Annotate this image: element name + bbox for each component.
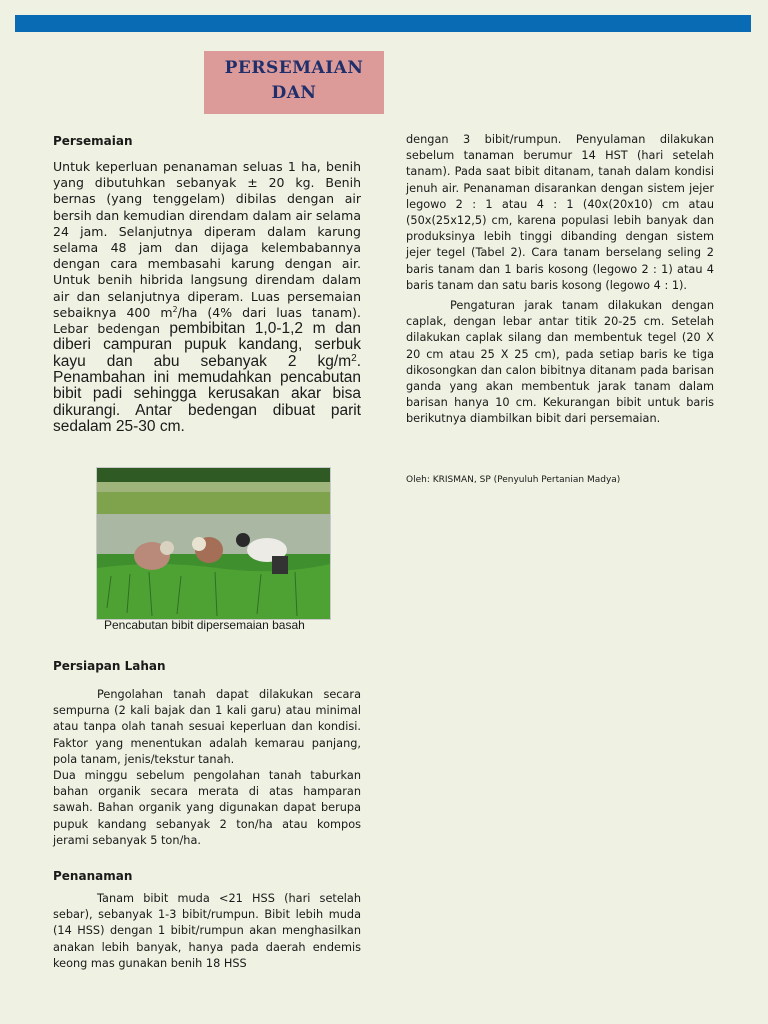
right-column [406, 132, 714, 428]
superscript-2c: 2 [351, 352, 357, 364]
penanaman-paragraph-1: Tanam bibit muda <21 HSS (hari setelah sebar), sebanyak 1-3 bibit/rumpun. Bibit lebih muda (14 HSS) dengan 1 bibit/rumpun akan menghasilkan anakan lebih banyak, hanya pada daerah endemis keong mas gunakan benih 18 HSS [53, 892, 361, 970]
persemaian-text-d: . Penambahan ini memudahkan pencabutan bibit padi sehingga kerusakan akar bisa dikurangi. Antar bedengan dibuat parit sedalam 25-30 cm. [53, 352, 361, 435]
section-heading-persiapan-lahan: Persiapan Lahan [53, 659, 166, 673]
photo-seedling-pulling [96, 467, 331, 620]
section-heading-persemaian: Persemaian [53, 134, 133, 148]
superscript-2a: 2 [172, 304, 178, 314]
persemaian-text-c: pembibitan 1,0-1,2 m dan diberi campuran pupuk kandang, serbuk kayu dan abu sebanyak 2 kg/m [53, 320, 361, 370]
left-column [53, 134, 361, 435]
rice-field-illustration [97, 468, 330, 619]
top-banner-bar [15, 15, 751, 32]
persiapan-lahan-paragraph-1: Pengolahan tanah dapat dilakukan secara sempurna (2 kali bajak dan 1 kali garu) atau minimal atau tanpa olah tanah sesuai keperluan dan kondisi. Faktor yang menentukan adalah kemarau panjang, pola tanam, jenis/tekstur tanah. [53, 688, 361, 766]
title-box [204, 51, 384, 114]
persemaian-paragraph [53, 159, 361, 435]
page-title-line2: DAN [271, 83, 317, 103]
right-paragraph-2: Pengaturan jarak tanam dilakukan dengan caplak, dengan lebar antar titik 20-25 cm. Setelah dilakukan caplak silang dan membentuk tegel (20 X 20 cm atau 25 X 25 cm), pada setiap baris ke tiga dikosongkan dan calon bibitnya ditanam pada barisan ganda yang akan membentuk jarak tanam dalam barisan hanya 10 cm. Kekurangan bibit untuk baris berikutnya diambilkan bibit dari persemaian. [406, 299, 714, 426]
photo-caption: Pencabutan bibit dipersemaian basah [104, 618, 305, 632]
persemaian-text-b: /ha (4% dari luas tanam). Lebar bedengan [53, 304, 361, 337]
persemaian-text-a: Untuk keperluan penanaman seluas 1 ha, benih yang dibutuhkan sebanyak ± 20 kg. Benih bernas (yang tenggelam) dibilas dengan air bersih dan kemudian direndam dalam air selama 24 jam. Selanjutnya diperam dalam karung selama 48 jam dan dijaga kelembabannya dengan cara membasahi karung dengan air. Untuk benih hibrida langsung direndam dalam air dan selanjutnya diperam. Luas persemaian sebaiknya 400 m [53, 159, 361, 320]
persiapan-lahan-paragraph-2: Dua minggu sebelum pengolahan tanah taburkan bahan organik secara merata di atas hamparan sawah. Bahan organik yang digunakan dapat berupa pupuk kandang sebanyak 2 ton/ha atau kompos jerami sebanyak 5 ton/ha. [53, 769, 361, 847]
author-credit: Oleh: KRISMAN, SP (Penyuluh Pertanian Madya) [406, 475, 621, 485]
right-paragraph-1: dengan 3 bibit/rumpun. Penyulaman dilakukan sebelum tanaman berumur 14 HST (hari setelah tanam). Pada saat bibit ditanam, tanah dalam kondisi jenuh air. Penanaman disarankan dengan sistem jejer legowo 2 : 1 atau 4 : 1 (40x(20x10) cm atau (50x(25x12,5) cm, karena populasi lebih banyak dan produksinya lebih tinggi dibanding dengan sistem jejer tegel (Tabel 2). Cara tanam berselang seling 2 baris tanam dan 1 baris kosong (legowo 2 : 1) atau 4 baris tanam dan satu baris kosong (legowo 4 : 1). [406, 133, 714, 292]
left-column-lower [53, 659, 361, 972]
section-heading-penanaman: Penanaman [53, 869, 133, 884]
page-title-line1: PERSEMAIAN [224, 58, 364, 78]
